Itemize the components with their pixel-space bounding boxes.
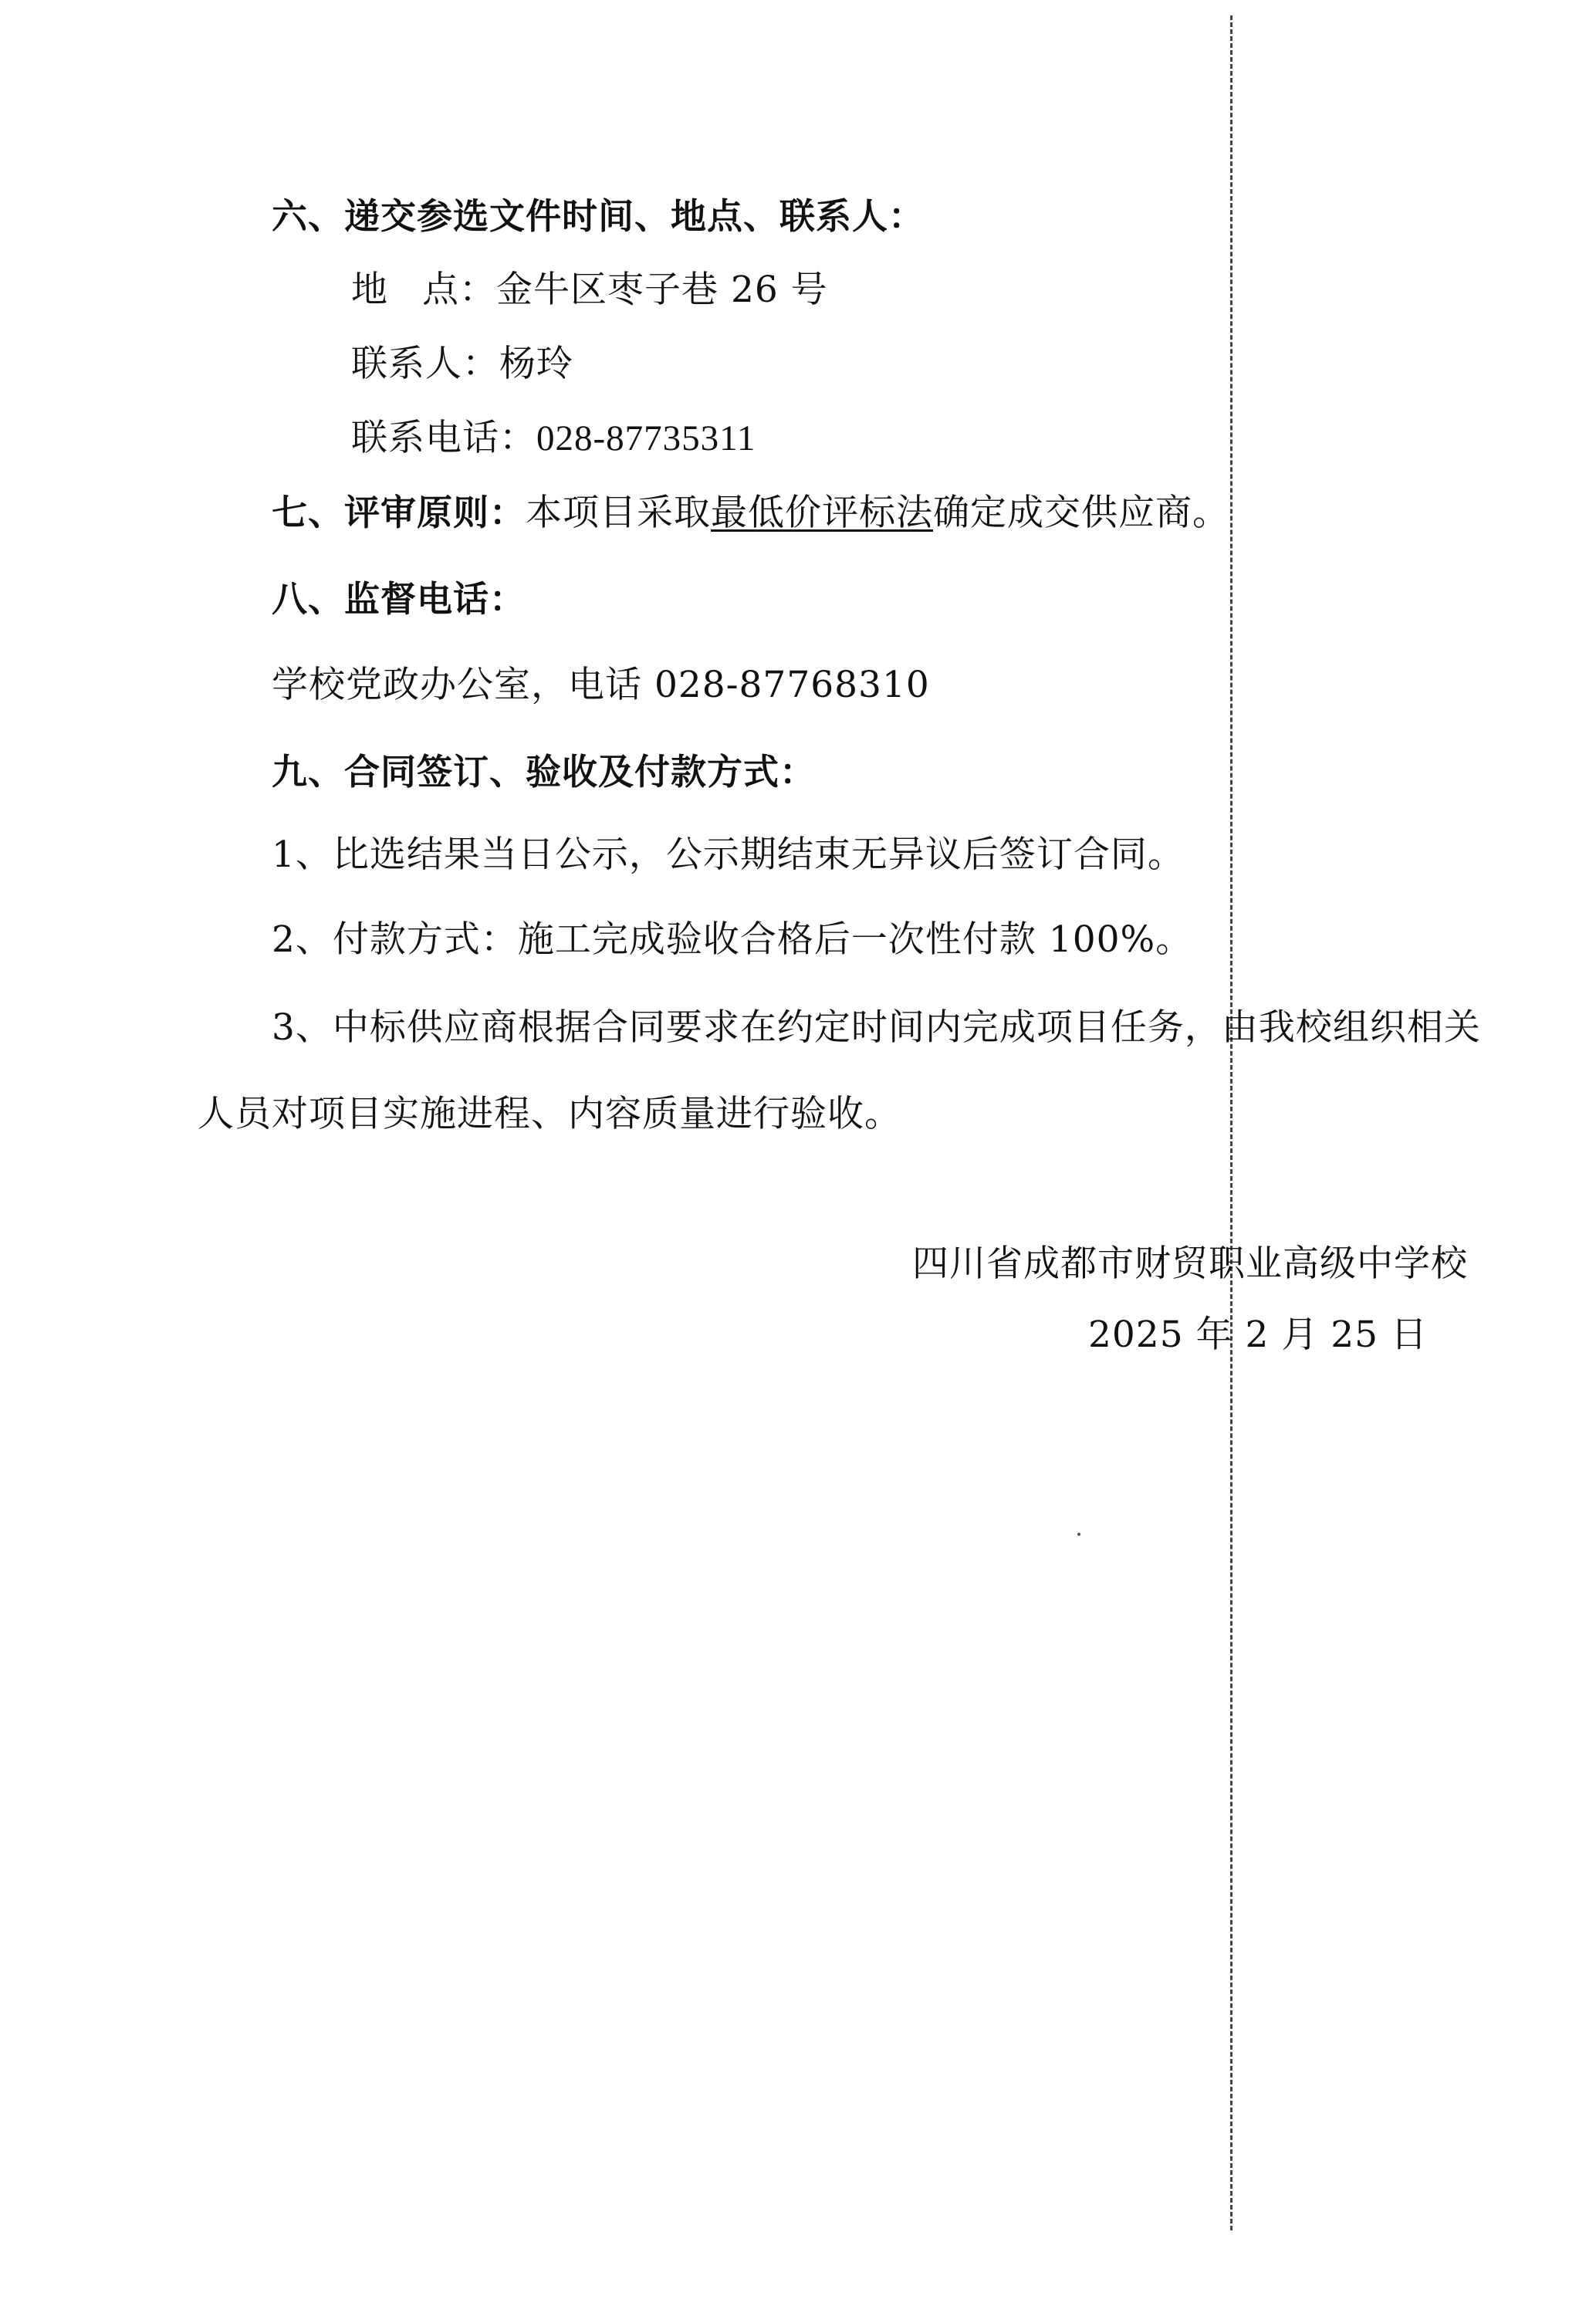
section-seven-row [272, 489, 1229, 536]
phone-value: 028-87735311 [536, 418, 756, 458]
section-nine-heading: 九、合同签订、验收及付款方式： [272, 751, 816, 793]
signature-date: 2025 年 2 月 25 日 [1088, 1314, 1429, 1356]
phone-label: 联系电话： [351, 417, 536, 459]
phone-row [351, 415, 756, 462]
contact-label: 联系人： [351, 343, 499, 385]
section-seven-heading: 七、评审原则： [272, 492, 526, 533]
nine-item-2: 2、付款方式：施工完成验收合格后一次性付款 100%。 [272, 918, 1193, 961]
signature-organization: 四川省成都市财贸职业高级中学校 [912, 1243, 1468, 1285]
scan-fold-line [1230, 15, 1233, 2230]
contact-row [351, 341, 573, 387]
supervision-phone-text: 学校党政办公室，电话 028-87768310 [272, 664, 930, 706]
section-eight-heading: 八、监督电话： [272, 578, 526, 620]
section-seven-text-before: 本项目采取 [526, 492, 711, 534]
place-value: 金牛区枣子巷 26 号 [496, 269, 828, 311]
section-six-heading: 六、递交参选文件时间、地点、联系人： [272, 195, 925, 237]
nine-item-3-line-1: 3、中标供应商根据合同要求在约定时间内完成项目任务，由我校组织相关 [272, 1006, 1481, 1049]
evaluation-method: 最低价评标法 [711, 492, 933, 534]
contact-value: 杨玲 [499, 343, 573, 385]
scan-speck [1077, 1533, 1080, 1536]
section-seven-text-after: 确定成交供应商。 [933, 492, 1229, 534]
place-row [351, 267, 828, 313]
nine-item-3-line-2: 人员对项目实施进程、内容质量进行验收。 [198, 1093, 901, 1135]
place-label-b: 点： [422, 269, 496, 311]
place-label-a: 地 [351, 269, 388, 311]
nine-item-1: 1、比选结果当日公示，公示期结束无异议后签订合同。 [272, 834, 1185, 876]
